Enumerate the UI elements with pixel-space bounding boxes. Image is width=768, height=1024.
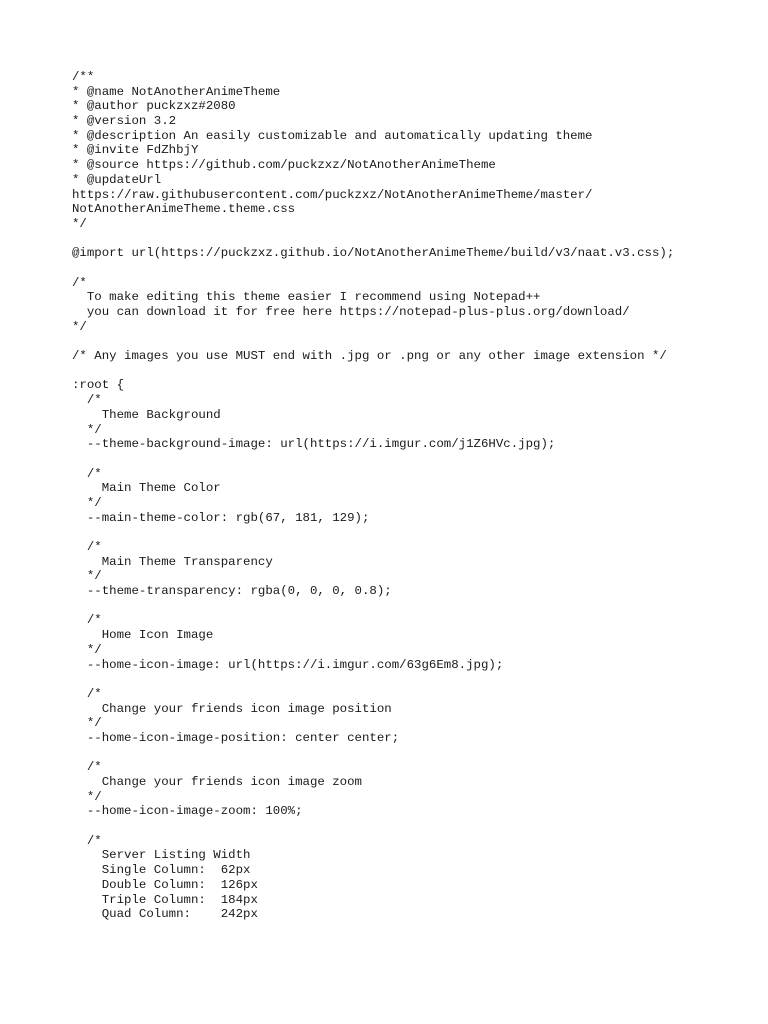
code-line: */ [72, 789, 102, 804]
code-line: */ [72, 642, 102, 657]
code-line: * @invite FdZhbjY [72, 143, 199, 158]
code-line: you can download it for free here https://notepad-plus-plus.org/download/ [72, 305, 630, 319]
code-line [72, 819, 752, 834]
code-line [72, 672, 752, 687]
code-line [72, 261, 752, 276]
code-line: --home-icon-image-zoom: 100%; [72, 804, 303, 819]
code-line: --theme-transparency: rgba(0, 0, 0, 0.8); [72, 584, 392, 599]
code-line: Main Theme Color [72, 481, 221, 496]
code-line: Theme Background [72, 407, 221, 422]
code-line: Triple Column: 184px [72, 892, 258, 907]
code-line: */ [72, 319, 87, 334]
code-line [72, 334, 752, 349]
code-line: Main Theme Transparency [72, 554, 273, 569]
code-line: --home-icon-image: url(https://i.imgur.com/63g6Em8.jpg); [72, 657, 504, 672]
code-line: Change your friends icon image position [72, 701, 392, 716]
code-line: Double Column: 126px [72, 877, 258, 892]
code-line: * @author puckzxz#2080 [72, 99, 236, 114]
code-line: Change your friends icon image zoom [72, 775, 362, 789]
code-line: * @source https://github.com/puckzxz/NotAnotherAnimeTheme [72, 158, 496, 173]
code-line: /* [72, 833, 102, 848]
code-line: * @updateUrl [72, 172, 162, 187]
code-line: /* [72, 275, 87, 290]
code-line: /* [72, 686, 102, 701]
code-line [72, 364, 752, 379]
code-line: * @name NotAnotherAnimeTheme [72, 84, 281, 99]
code-line: /* [72, 393, 102, 408]
code-line: * @version 3.2 [72, 114, 177, 129]
code-line: https://raw.githubusercontent.com/puckzxz/NotAnotherAnimeTheme/master/ [72, 187, 593, 202]
code-line [72, 599, 752, 614]
code-line: --theme-background-image: url(https://i.imgur.com/j1Z6HVc.jpg); [72, 437, 556, 452]
code-line: /* [72, 760, 102, 775]
code-line: */ [72, 716, 102, 731]
code-line: @import url(https://puckzxz.github.io/NotAnotherAnimeTheme/build/v3/naat.v3.css); [72, 246, 675, 261]
code-line: /* [72, 466, 102, 481]
code-line: /** [72, 70, 95, 84]
code-line: /* [72, 540, 102, 554]
code-line: */ [72, 569, 102, 584]
code-line: --home-icon-image-position: center center; [72, 730, 400, 745]
code-line: Single Column: 62px [72, 863, 251, 878]
code-line [72, 452, 752, 467]
code-line [72, 525, 752, 540]
code-line: * @description An easily customizable and automatically updating theme [72, 128, 593, 143]
code-line: Home Icon Image [72, 628, 214, 643]
code-line [72, 232, 752, 247]
code-line: --main-theme-color: rgb(67, 181, 129); [72, 510, 370, 525]
code-line: :root { [72, 378, 125, 393]
code-line: */ [72, 495, 102, 510]
code-line: /* Any images you use MUST end with .jpg or .png or any other image extension */ [72, 349, 667, 364]
code-line: */ [72, 216, 87, 231]
code-line: NotAnotherAnimeTheme.theme.css [72, 202, 296, 217]
code-line: Quad Column: 242px [72, 907, 258, 922]
document-page [72, 70, 752, 922]
code-line: */ [72, 422, 102, 437]
code-line: To make editing this theme easier I recommend using Notepad++ [72, 290, 541, 305]
code-line: Server Listing Width [72, 848, 251, 863]
code-line: /* [72, 613, 102, 628]
code-line [72, 746, 752, 761]
